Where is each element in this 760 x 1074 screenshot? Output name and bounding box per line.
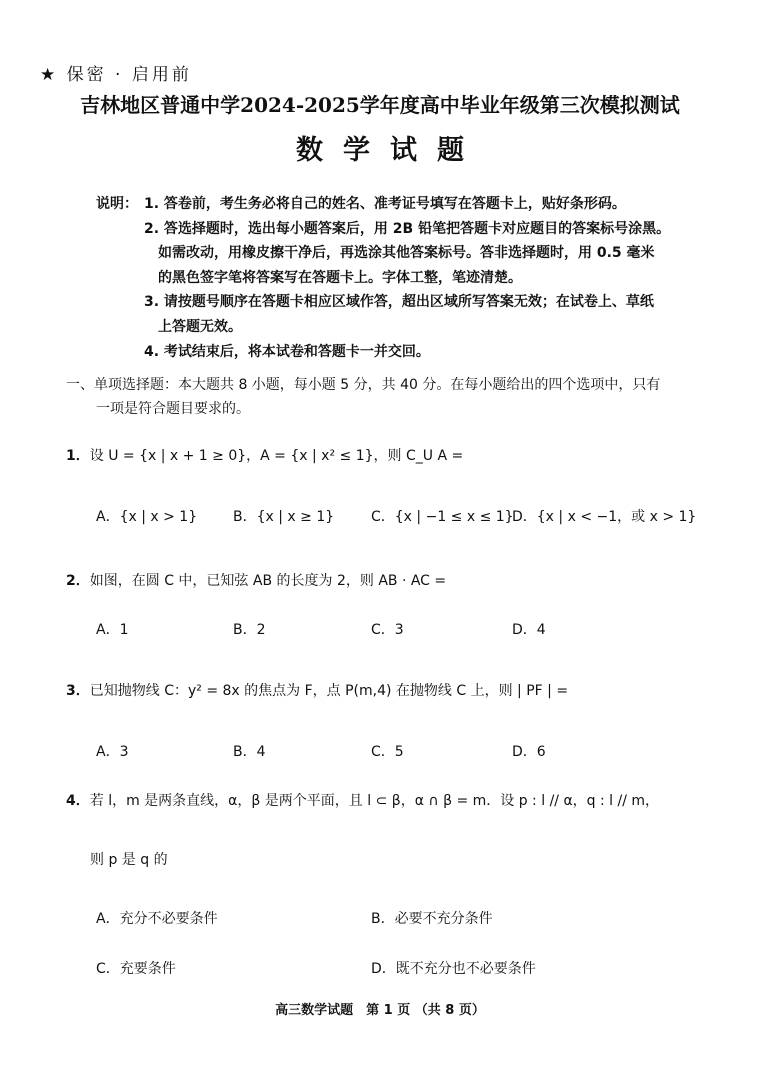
instruction-item: 3. 请按题号顺序在答题卡相应区域作答，超出区域所写答案无效；在试卷上、草纸 xyxy=(144,294,654,311)
q2-option-c: C．3 xyxy=(371,622,404,638)
instruction-item: 1. 答卷前，考生务必将自己的姓名、准考证号填写在答题卡上，贴好条形码。 xyxy=(144,196,626,212)
question-3 xyxy=(66,680,568,700)
q1-option-b: B．{x | x ≥ 1} xyxy=(233,509,335,525)
q1-option-a: A．{x | x > 1} xyxy=(96,509,198,525)
q3-option-c: C．5 xyxy=(371,744,404,760)
q3-option-b: B．4 xyxy=(233,744,266,760)
section-line: 一项是符合题目要求的。 xyxy=(96,401,250,417)
page-footer: 高三数学试题 第 1 页 （共 8 页） xyxy=(275,1003,485,1018)
q4-option-d: D．既不充分也不必要条件 xyxy=(371,961,536,977)
instruction-item: 上答题无效。 xyxy=(158,318,242,335)
q3-option-a: A．3 xyxy=(96,744,129,760)
confidential-mark: ★ 保密 · 启用前 xyxy=(40,65,192,85)
q2-option-a: A．1 xyxy=(96,622,129,638)
q4-option-c: C．充要条件 xyxy=(96,961,176,977)
instruction-item: 2. 答选择题时，选出每小题答案后，用 2B 铅笔把答题卡对应题目的答案标号涂黑。 xyxy=(144,220,671,237)
question-1 xyxy=(66,445,463,465)
instruction-item: 的黑色签字笔将答案写在答题卡上。字体工整，笔迹清楚。 xyxy=(158,269,522,286)
instruction-item: 4. 考试结束后，将本试卷和答题卡一并交回。 xyxy=(144,343,430,360)
exam-title: 吉林地区普通中学2024-2025学年度高中毕业年级第三次模拟测试 xyxy=(80,93,680,117)
subject-title: 数学试题 xyxy=(296,135,484,166)
question-4 xyxy=(66,790,659,810)
q3-option-d: D．6 xyxy=(512,744,546,760)
question-number: 3． xyxy=(66,683,90,699)
q4-option-b: B．必要不充分条件 xyxy=(371,911,493,927)
question-text: 如图，在圆 C 中，已知弦 AB 的长度为 2，则 AB · AC = xyxy=(89,573,447,589)
instructions xyxy=(96,192,670,364)
question-2 xyxy=(66,570,446,590)
question-number: 4． xyxy=(66,793,90,809)
q2-option-d: D．4 xyxy=(512,622,546,638)
instructions-label: 说明： xyxy=(96,196,138,212)
q1-option-c: C．{x | −1 ≤ x ≤ 1} xyxy=(371,509,514,525)
q4-option-a: A．充分不必要条件 xyxy=(96,911,218,927)
section-line: 一、单项选择题：本大题共 8 小题，每小题 5 分，共 40 分。在每小题给出的四个选项中，只有 xyxy=(66,377,661,393)
question-number: 2． xyxy=(66,573,90,589)
question-text: 已知抛物线 C：y² = 8x 的焦点为 F，点 P(m,4) 在抛物线 C 上，则 | PF | = xyxy=(89,683,569,699)
section-heading xyxy=(66,373,660,421)
question-text: 若 l，m 是两条直线，α，β 是两个平面，且 l ⊂ β，α ∩ β = m．设 p : l // α，q : l // m， xyxy=(89,793,660,809)
question-4-continuation: 则 p 是 q 的 xyxy=(90,852,168,868)
instruction-item: 如需改动，用橡皮擦干净后，再选涂其他答案标号。答非选择题时，用 0.5 毫米 xyxy=(158,245,655,262)
question-text: 设 U = {x | x + 1 ≥ 0}，A = {x | x² ≤ 1}，则 C_U A = xyxy=(89,448,464,464)
question-number: 1． xyxy=(66,448,90,464)
q1-option-d: D．{x | x < −1，或 x > 1} xyxy=(512,509,697,525)
q2-option-b: B．2 xyxy=(233,622,266,638)
